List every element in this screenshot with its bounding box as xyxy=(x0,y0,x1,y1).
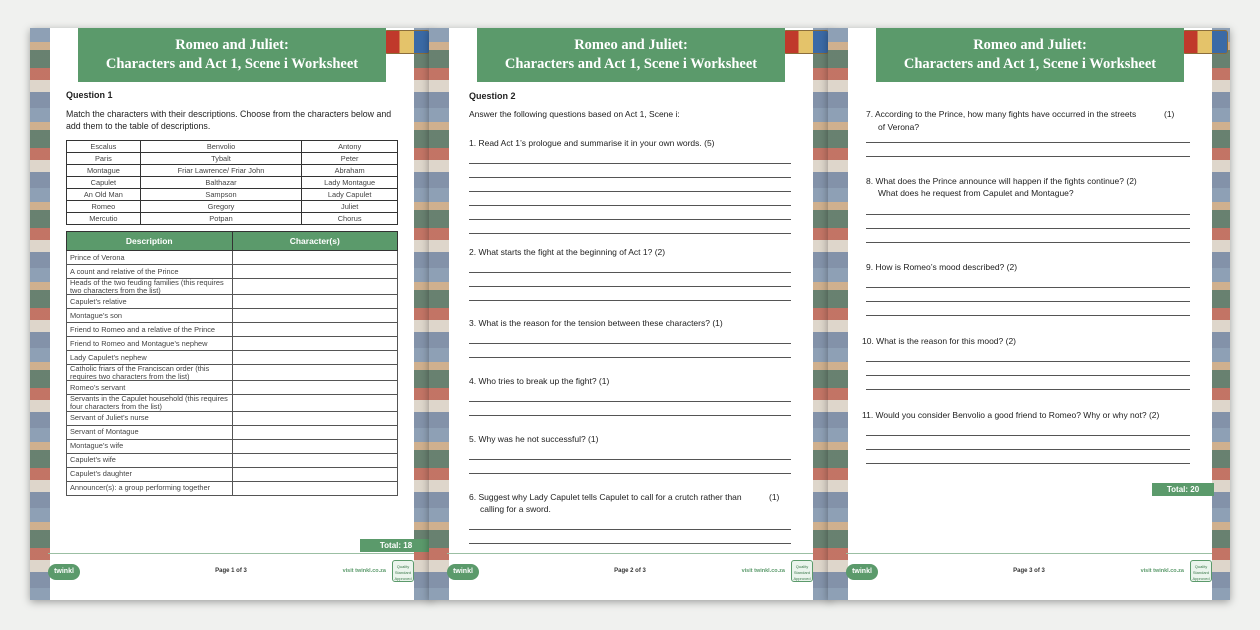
character-answer-cell[interactable] xyxy=(232,395,398,411)
quality-badge-icon: Quality Standard Approved xyxy=(791,560,813,582)
answer-line[interactable] xyxy=(866,228,1190,229)
character-answer-cell[interactable] xyxy=(232,481,398,495)
title-line-2: Characters and Act 1, Scene i Worksheet xyxy=(504,56,758,72)
quality-badge-icon: Quality Standard Approved xyxy=(392,560,414,582)
answer-line[interactable] xyxy=(469,286,791,287)
answer-line[interactable] xyxy=(469,233,791,234)
footer-divider xyxy=(48,553,414,554)
character-name-cell: Montague xyxy=(67,165,141,177)
question-7-marks: (1) xyxy=(1164,109,1175,119)
table-row xyxy=(67,323,398,337)
table-row xyxy=(67,351,398,365)
answer-line[interactable] xyxy=(469,163,791,164)
character-name-cell: Friar Lawrence/ Friar John xyxy=(140,165,302,177)
answer-line[interactable] xyxy=(866,449,1190,450)
table-row xyxy=(67,365,398,381)
answer-line[interactable] xyxy=(866,375,1190,376)
character-answer-cell[interactable] xyxy=(232,351,398,365)
description-cell: Friend to Romeo and Montague’s nephew xyxy=(67,337,233,351)
question-1: 1. Read Act 1’s prologue and summarise it in your own words. (5) xyxy=(469,138,715,148)
description-cell: Romeo’s servant xyxy=(67,381,233,395)
answer-line[interactable] xyxy=(469,415,791,416)
question-6-continued: calling for a sword. xyxy=(480,504,551,514)
table-row xyxy=(67,439,398,453)
description-cell: Servant of Juliet’s nurse xyxy=(67,411,233,425)
worksheet-page-3 xyxy=(828,28,1230,600)
character-name-cell: Chorus xyxy=(302,213,398,225)
decorative-border-left xyxy=(30,28,50,600)
question-7: 7. According to the Prince, how many fights have occurred in the streets xyxy=(866,109,1137,119)
question-5: 5. Why was he not successful? (1) xyxy=(469,434,599,444)
character-name-cell: Peter xyxy=(302,153,398,165)
table-row xyxy=(67,425,398,439)
question-4: 4. Who tries to break up the fight? (1) xyxy=(469,376,610,386)
answer-line[interactable] xyxy=(469,473,791,474)
table-row xyxy=(67,395,398,411)
character-name-cell: Escalus xyxy=(67,141,141,153)
visit-link[interactable]: visit twinkl.co.za xyxy=(1140,568,1184,574)
character-name-cell: Mercutio xyxy=(67,213,141,225)
answer-line[interactable] xyxy=(469,219,791,220)
description-cell: Capulet’s relative xyxy=(67,295,233,309)
table-row xyxy=(67,295,398,309)
answer-line[interactable] xyxy=(469,529,791,530)
character-answer-cell[interactable] xyxy=(232,309,398,323)
table-row xyxy=(67,453,398,467)
description-cell: Prince of Verona xyxy=(67,251,233,265)
title-line-2: Characters and Act 1, Scene i Worksheet xyxy=(903,56,1157,72)
title-line-1: Romeo and Juliet: xyxy=(973,37,1087,53)
title-banner xyxy=(477,28,785,82)
character-name-cell: Sampson xyxy=(140,189,302,201)
character-answer-cell[interactable] xyxy=(232,365,398,381)
footer-divider xyxy=(846,553,1212,554)
question-intro: Match the characters with their descriptions. Choose from the characters below and add them to the table of descriptions. xyxy=(66,109,392,131)
character-name-cell: Tybalt xyxy=(140,153,302,165)
character-answer-cell[interactable] xyxy=(232,467,398,481)
table-row xyxy=(67,279,398,295)
character-answer-cell[interactable] xyxy=(232,337,398,351)
character-name-cell: Antony xyxy=(302,141,398,153)
answer-line[interactable] xyxy=(469,401,791,402)
description-cell: Catholic friars of the Franciscan order (this requires two characters from the list) xyxy=(67,365,233,381)
description-cell: Montague’s wife xyxy=(67,439,233,453)
crest-icon xyxy=(1182,30,1228,54)
character-names-table xyxy=(66,140,398,225)
description-cell: Lady Capulet’s nephew xyxy=(67,351,233,365)
decorative-border-left xyxy=(429,28,449,600)
visit-link[interactable]: visit twinkl.co.za xyxy=(741,568,785,574)
character-name-cell: Juliet xyxy=(302,201,398,213)
question-8: 8. What does the Prince announce will happen if the fights continue? (2) xyxy=(866,176,1137,186)
answer-line[interactable] xyxy=(469,543,791,544)
character-name-cell: Paris xyxy=(67,153,141,165)
names-row xyxy=(67,189,398,201)
table-row xyxy=(67,265,398,279)
worksheet-page-2 xyxy=(429,28,831,600)
table-row xyxy=(67,467,398,481)
crest-icon xyxy=(384,30,430,54)
table-row xyxy=(67,411,398,425)
character-name-cell: Lady Capulet xyxy=(302,189,398,201)
character-name-cell: Gregory xyxy=(140,201,302,213)
character-name-cell: Lady Montague xyxy=(302,177,398,189)
description-cell: Announcer(s): a group performing together xyxy=(67,481,233,495)
answer-line[interactable] xyxy=(866,361,1190,362)
title-line-1: Romeo and Juliet: xyxy=(574,37,688,53)
answer-line[interactable] xyxy=(469,205,791,206)
answer-line[interactable] xyxy=(469,300,791,301)
character-name-cell: Benvolio xyxy=(140,141,302,153)
character-header: Character(s) xyxy=(232,232,398,251)
description-cell: Friend to Romeo and a relative of the Prince xyxy=(67,323,233,337)
crest-icon xyxy=(783,30,829,54)
question-7-continued: of Verona? xyxy=(878,122,920,132)
quality-badge-icon: Quality Standard Approved xyxy=(1190,560,1212,582)
description-header: Description xyxy=(67,232,233,251)
answer-line[interactable] xyxy=(866,435,1190,436)
question-intro: Answer the following questions based on Act 1, Scene i: xyxy=(469,109,680,119)
character-answer-cell[interactable] xyxy=(232,439,398,453)
page-number: Page 1 of 3 xyxy=(215,568,247,574)
names-row xyxy=(67,201,398,213)
page-number: Page 2 of 3 xyxy=(614,568,646,574)
title-line-1: Romeo and Juliet: xyxy=(175,37,289,53)
answer-line[interactable] xyxy=(866,242,1190,243)
twinkl-logo: twinkl xyxy=(846,564,878,580)
answer-line[interactable] xyxy=(469,191,791,192)
character-name-cell: Abraham xyxy=(302,165,398,177)
title-banner xyxy=(78,28,386,82)
answer-line[interactable] xyxy=(866,287,1190,288)
character-name-cell: Capulet xyxy=(67,177,141,189)
descriptions-table xyxy=(66,231,398,496)
character-answer-cell[interactable] xyxy=(232,381,398,395)
total-badge: Total: 18 xyxy=(360,539,432,552)
description-cell: A count and relative of the Prince xyxy=(67,265,233,279)
answer-line[interactable] xyxy=(469,343,791,344)
names-row xyxy=(67,177,398,189)
character-name-cell: Balthazar xyxy=(140,177,302,189)
twinkl-logo: twinkl xyxy=(447,564,479,580)
answer-line[interactable] xyxy=(866,214,1190,215)
question-10: 10. What is the reason for this mood? (2) xyxy=(862,336,1017,346)
table-row xyxy=(67,309,398,323)
answer-line[interactable] xyxy=(469,177,791,178)
question-2: 2. What starts the fight at the beginning of Act 1? (2) xyxy=(469,247,666,257)
page-1-content xyxy=(66,90,398,496)
description-cell: Heads of the two feuding families (this requires two characters from the list) xyxy=(67,279,233,295)
character-answer-cell[interactable] xyxy=(232,323,398,337)
description-cell: Montague’s son xyxy=(67,309,233,323)
decorative-border-right xyxy=(1212,28,1230,600)
names-row xyxy=(67,141,398,153)
character-name-cell: Romeo xyxy=(67,201,141,213)
answer-line[interactable] xyxy=(469,459,791,460)
page-number: Page 3 of 3 xyxy=(1013,568,1045,574)
names-row xyxy=(67,165,398,177)
character-answer-cell[interactable] xyxy=(232,251,398,265)
footer-divider xyxy=(447,553,813,554)
character-name-cell: An Old Man xyxy=(67,189,141,201)
answer-line[interactable] xyxy=(469,272,791,273)
question-11: 11. Would you consider Benvolio a good friend to Romeo? Why or why not? (2) xyxy=(862,410,1160,420)
answer-line[interactable] xyxy=(866,301,1190,302)
decorative-border-left xyxy=(828,28,848,600)
answer-line[interactable] xyxy=(866,156,1190,157)
answer-line[interactable] xyxy=(866,389,1190,390)
character-answer-cell[interactable] xyxy=(232,453,398,467)
names-row xyxy=(67,153,398,165)
character-answer-cell[interactable] xyxy=(232,411,398,425)
answer-line[interactable] xyxy=(866,142,1190,143)
answer-line[interactable] xyxy=(469,357,791,358)
description-cell: Servants in the Capulet household (this requires four characters from the list) xyxy=(67,395,233,411)
character-answer-cell[interactable] xyxy=(232,279,398,295)
visit-link[interactable]: visit twinkl.co.za xyxy=(342,568,386,574)
description-cell: Capulet’s daughter xyxy=(67,467,233,481)
twinkl-logo: twinkl xyxy=(48,564,80,580)
table-row xyxy=(67,481,398,495)
worksheet-page-1 xyxy=(30,28,432,600)
table-row xyxy=(67,251,398,265)
question-6-marks: (1) xyxy=(769,492,780,502)
question-3: 3. What is the reason for the tension between these characters? (1) xyxy=(469,318,723,328)
table-row xyxy=(67,337,398,351)
question-heading: Question 2 xyxy=(469,91,516,101)
answer-line[interactable] xyxy=(866,463,1190,464)
description-cell: Capulet’s wife xyxy=(67,453,233,467)
character-answer-cell[interactable] xyxy=(232,295,398,309)
question-6: 6. Suggest why Lady Capulet tells Capulet to call for a crutch rather than xyxy=(469,492,742,502)
character-answer-cell[interactable] xyxy=(232,425,398,439)
answer-line[interactable] xyxy=(866,315,1190,316)
table-row xyxy=(67,381,398,395)
total-badge: Total: 20 xyxy=(1152,483,1214,496)
names-row xyxy=(67,213,398,225)
title-banner xyxy=(876,28,1184,82)
question-heading: Question 1 xyxy=(66,90,113,100)
title-line-2: Characters and Act 1, Scene i Worksheet xyxy=(105,56,359,72)
question-8-continued: What does he request from Capulet and Montague? xyxy=(878,188,1074,198)
description-cell: Servant of Montague xyxy=(67,425,233,439)
character-name-cell: Potpan xyxy=(140,213,302,225)
question-9: 9. How is Romeo’s mood described? (2) xyxy=(866,262,1018,272)
character-answer-cell[interactable] xyxy=(232,265,398,279)
